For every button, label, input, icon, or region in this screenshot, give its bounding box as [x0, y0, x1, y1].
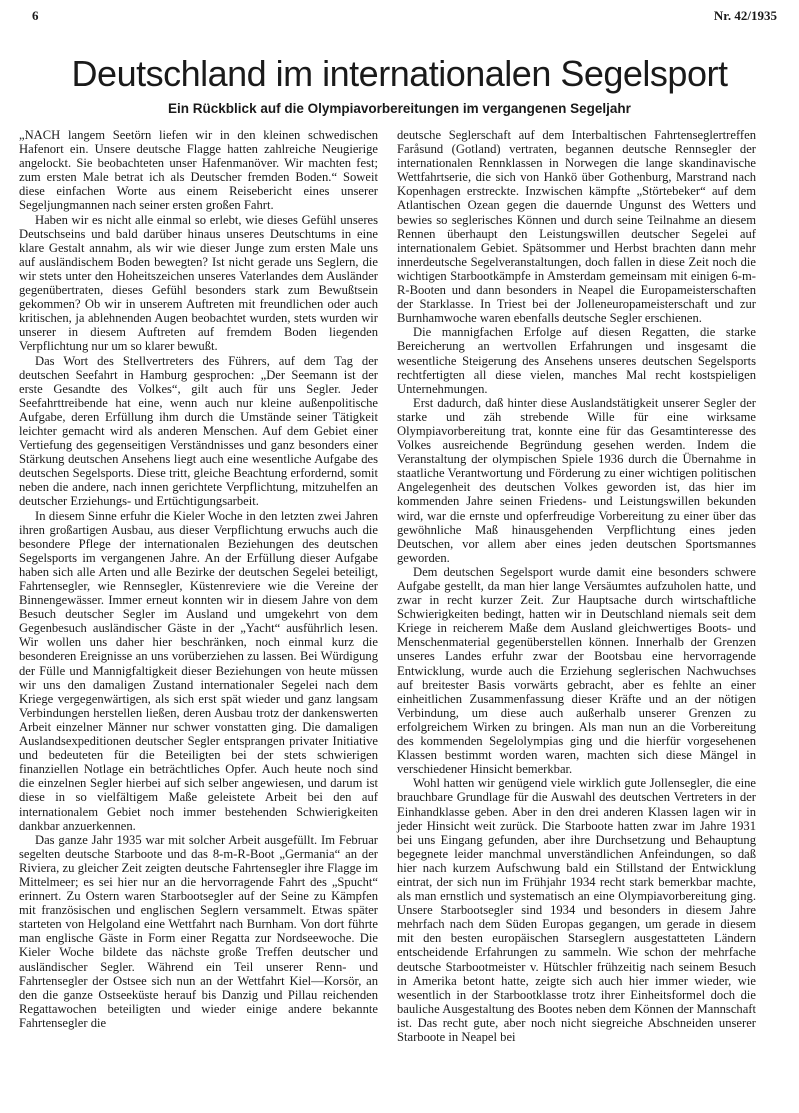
paragraph: Das ganze Jahr 1935 war mit solcher Arbeit ausgefüllt. Im Februar segelten deutsche Starboote und das 8-m-R-Boot „Germania“ an der Riviera, zu gleicher Zeit zeigten deutsche Fahrtensegler ihre Flagge im Mittelmeer; es sei hier nur an die hervorragende Fahrt des „Spucht“ erinnert. Zu Ostern waren Starbootsegler auf der Seine zu Kämpfen mit französischen und englischen Seglern versammelt. Etwas später starteten von Helgoland eine Wettfahrt nach Burnham. Von dort führte man englische Gäste in Form einer Regatta zur Nordseewoche. Die Kieler Woche bildete das nächste große Treffen deutscher und ausländischer Segler. Während ein Teil unserer Renn- und Fahrtensegler der Ostsee sich nun an der Wettfahrt Kiel—Korsör, an den die ganze Ostseeküste herauf bis Danzig und Pillau reichenden Regattawochen beteiligten und wieder einige andere bekannte Fahrtensegler die — [19, 832, 378, 1030]
article-subtitle: Ein Rückblick auf die Olympiavorbereitungen im vergangenen Segeljahr — [168, 101, 631, 116]
page-number: 6 — [32, 8, 39, 23]
paragraph: Haben wir es nicht alle einmal so erlebt, wie dieses Gefühl unseres Deutschseins und bald darüber hinaus unseres Deutschtums in eine klare Gestalt annahm, als wir wie dieser Junge zum ersten Male uns auf ausländischem Boden bewegten? Ist nicht gerade uns Seglern, die wir stets unter den Hoheitszeichen unseres Vaterlandes dem Ausländer gegenübertraten, dieses Gefühl besonders stark zum Bewußtsein gekommen? Ob wir in unserem Auftreten mit freundlichen oder auch kritischen, ja ablehnenden Augen beobachtet wurden, stets wurden wir unserer in diesem Auftreten auf fremdem Boden liegenden Verpflichtung nur um so klarer bewußt. — [19, 212, 378, 354]
article-title: Deutschland im internationalen Segelsport — [71, 53, 728, 94]
paragraph: Die mannigfachen Erfolge auf diesen Regatten, die starke Bereicherung an wertvollen Erfahrungen und insgesamt die wesentliche Steigerung des Ansehens unseres deutschen Segelsports rechtfertigten all diese vielen, manches Mal recht kostspieligen Unternehmungen. — [397, 325, 756, 396]
paragraph: In diesem Sinne erfuhr die Kieler Woche in den letzten zwei Jahren ihren großartigen Ausbau, aus dieser Verpflichtung erwuchs auch die besondere Pflege der internationalen Beziehungen des deutschen Segelsports im vergangenen Jahre. An der Erfüllung dieser Aufgabe haben sich alle Arten und alle Bezirke der deutschen Segelei beteiligt, Fahrtensegler, wie Rennsegler, Küstenreviere wie die Vereine der Binnengewässer. Immer erneut konnten wir in diesem Jahre von dem Besuch deutscher Segler im Ausland und umgekehrt von dem Gegenbesuch ausländischer Gäste in der „Yacht“ ausführlich lesen. Wir wollen uns daher hier beschränken, noch einmal kurz die besonderen Ereignisse an uns vorüberziehen zu lassen. Bei Würdigung der Fülle und Mannigfaltigkeit dieser Beziehungen von heute müssen wir uns den damaligen Zustand internationaler Segelei nach dem Kriege vergegenwärtigen, als sich erst spät wieder und ganz langsam Verbindungen herstellen ließen, deren Ausbau trotz der dankenswerten Arbeit einzelner Männer nur schwer vonstatten ging. Die damaligen Auslandsexpeditionen deutscher Segler entsprangen privater Initiative und bedeuteten für die Beteiligten bei der stets schwierigen finanziellen Notlage ein beträchtliches Opfer. Auch heute noch sind die einzelnen Segler hierbei auf sich selber angewiesen, und darum ist diese in so vielfältigem Maße geleistete Arbeit bei den auf internationalem Gebiet noch immer bestehenden Schwierigkeiten dankbar anzuerkennen. — [19, 508, 378, 833]
paragraph: „NACH langem Seetörn liefen wir in den kleinen schwedischen Hafenort ein. Unsere deutsche Flagge hatten zahlreiche Neugierige angelockt. Sie beobachteten unser Hafenmanöver. Wir machten fest; zum ersten Male betrat ich als Deutscher fremden Boden.“ Soweit diese einfachen Worte aus einem Reisebericht eines unserer Segeljungmannen nach seiner ersten großen Fahrt. — [19, 128, 378, 213]
paragraph: Erst dadurch, daß hinter diese Auslandstätigkeit unserer Segler der starke und zäh strebende Wille für eine wirksame Olympiavorbereitung trat, konnte eine für das Gesamtinteresse des Volkes ausreichende Begründung gesehen werden. Indem die Veranstaltung der olympischen Spiele 1936 durch die Übernahme in staatliche Verantwortung und Förderung zu einer wichtigen politischen Angelegenheit des deutschen Volkes geworden ist, das hier im kommenden Jahre seinen Friedens- und Leistungswillen bekunden wird, war die ernste und opferfreudige Vorbereitung zu einer über das gewöhnliche Maß hinausgehenden Verpflichtung eines jeden Deutschen, vor allem aber eines jeden deutschen Sportsmannes geworden. — [397, 395, 756, 565]
paragraph: Das Wort des Stellvertreters des Führers, auf dem Tag der deutschen Seefahrt in Hamburg gesprochen: „Der Seemann ist der erste Gesandte des Volkes“, gilt auch für uns Segler. Jeder Seefahrttreibende hat eine, wenn auch nur kleine außenpolitische Aufgabe, deren Erfüllung ihm durch die Umstände seiner Tätigkeit leichter gemacht wird als anderen Menschen. Auf dem Gebiet einer Vertiefung des gegenseitigen Verständnisses und ganz besonders einer Stärkung deutschen Ansehens liegt auch eine wesentliche Aufgabe des deutschen Segelsports. Diese tritt, gleiche Beachtung erfordernd, somit neben die andere, nach innen gerichtete Verpflichtung, mitzuhelfen an deutscher Erziehungs- und Ertüchtigungsarbeit. — [19, 353, 378, 509]
paragraph: Dem deutschen Segelsport wurde damit eine besonders schwere Aufgabe gestellt, da man hier lange Versäumtes aufzuholen hatte, und zwar in recht kurzer Zeit. Zur Hauptsache durch wirtschaftliche Schwierigkeiten bedingt, hatten wir in Deutschland niemals seit dem Kriege in reicherem Maße dem Ausland gleichwertiges Boots- und Menschenmaterial gegenüberstellen können. Innerhalb der Grenzen unseres Landes erfuhr zwar der Bootsbau eine hervorragende Entwicklung, wurde auch die Erziehung seglerischen Nachwuchses auf breitester Basis vorwärts gebracht, aber es fehlte an einer einheitlichen Zusammenfassung dieser Kräfte und an der nötigen Verbindung, um diese auch außerhalb unserer Grenzen zu erfolgreichem Wirken zu bringen. Als man nun an die Vorbereitung des kommenden Segelolympias ging und die hierfür vorgesehenen Klassen bestimmt worden waren, machten sich diese Mängel in verschiedener Hinsicht bemerkbar. — [397, 564, 756, 777]
left-column — [19, 128, 378, 1030]
right-column — [397, 128, 756, 1044]
issue-number: Nr. 42/1935 — [713, 8, 777, 23]
paragraph: deutsche Seglerschaft auf dem Interbaltischen Fahrtenseglertreffen Faråsund (Gotland) vertraten, begannen deutsche Rennsegler der internationalen Rennklassen in Norwegen die lange skandinavische Wettfahrtserie, die sich von Hankö über Gothenburg, Marstrand nach Kopenhagen erstreckte. Inzwischen kämpfte „Störtebeker“ auf dem Atlantischen Ozean gegen die dauernde Ungunst des Wetters und bewies so seglerisches Können und durch seine Teilnahme an diesem Rennen überhaupt den Leistungswillen deutscher Segelei auf internationalem Gebiet. Spätsommer und Herbst brachten dann mehr innerdeutsche Segelveranstaltungen, doch fallen in diese Zeit noch die wichtigen Starbootkämpfe in Amsterdam gemeinsam mit einigen 6-m-R-Booten und dann besonders in Neapel die Europameisterschaften der Starklasse. In Triest bei der Jolleneuropameisterschaft und zur Burnhamwoche waren ebenfalls deutsche Segler erschienen. — [397, 128, 756, 326]
paragraph: Wohl hatten wir genügend viele wirklich gute Jollensegler, die eine brauchbare Grundlage für die Auswahl des deutschen Vertreters in der Einhandklasse geben. Aber in den drei anderen Klassen lagen wir in jeder Hinsicht weit zurück. Die Starboote hatten zwar im Jahre 1931 bei uns Eingang gefunden, aber ihre Durchsetzung und Behauptung begegnete leider manchmal unverständlichen Anfeindungen, so daß hier nach kurzem Aufschwung bald ein Stillstand der Entwicklung eintrat, der sich nun im Frühjahr 1934 recht stark bemerkbar machte, als man ernstlich und systematisch an eine Olympiavorbereitung ging. Unsere Starbootsegler sind 1934 und besonders in diesem Jahre mehrfach nach dem Süden Europas gegangen, um gerade in diesem mit den besten europäischen Starseglern ausgestatteten Ländern entscheidende Erfahrungen zu sammeln. Wie schon der mehrfache deutsche Starbootmeister v. Hütschler frühzeitig nach seinem Besuch in Amerika betont hatte, zeigte sich auch hier immer wieder, wie wesentlich in der Starbootklasse trotz ihrer Einheitsformel doch die bauliche Ausgestaltung des Bootes neben dem Können der Mannschaft ist. Das recht gute, aber noch nicht siegreiche Abschneiden unserer Starboote in Neapel bei — [397, 776, 756, 1044]
